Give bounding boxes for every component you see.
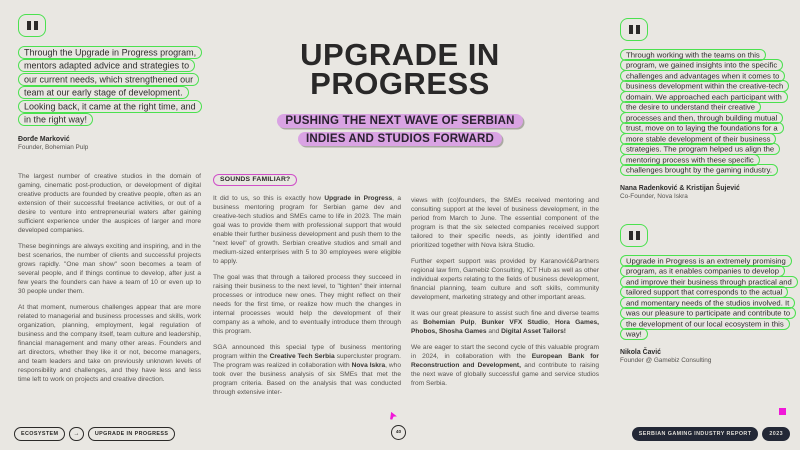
paragraph: It did to us, so this is exactly how Upgrade in Progress, a business mentoring program for Serbian game dev and creative-tech studios and SMEs came to life in 2023. The main goal was to provide them with professional support that would enable their further business development and push them to the "next level" of growth. Serbian creative studios and small and medium-sized enterprises with 5 to 30 employees were eligible to apply. bbox=[213, 194, 401, 265]
paragraph: The goal was that through a tailored process they succeed in raising their business to the next level, to "tighten" their internal processes or introduce new ones. They might reflect on their needs for the first time, or realize how much the changes in internal processes would help the development of their company as a whole, and to eventually introduce them through this program. bbox=[213, 273, 401, 335]
paragraph: SGA announced this special type of business mentoring program within the Creative Tech Serbia supercluster program. The program was realized in collaboration with Nova Iskra, who took over the business analysis of six SMEs that met the program criteria. Based on the analysis that was conducted through extensive inter- bbox=[213, 343, 402, 396]
title-line-1: UPGRADE IN bbox=[300, 37, 500, 72]
quote-block-left bbox=[18, 14, 200, 151]
quote-author: Nikola Čavić bbox=[620, 349, 661, 356]
footer-tag-report: SERBIAN GAMING INDUSTRY REPORT bbox=[632, 427, 759, 441]
quote-icon bbox=[18, 14, 46, 37]
paragraph: These beginnings are always exciting and inspiring, and in the best scenarios, the number of clients and successful projects grows rapidly. "One man show" soon becomes a team of several people, and if things continue to develop, after just a few years the founders can have a team of 10 or even up to 30 people under them. bbox=[18, 243, 201, 295]
quote-text bbox=[18, 46, 200, 127]
footer-breadcrumb bbox=[14, 427, 175, 441]
subtitle-line-2: INDIES AND STUDIOS FORWARD bbox=[298, 132, 502, 146]
body-column-2 bbox=[213, 168, 401, 404]
footer-tag-ecosystem: ECOSYSTEM bbox=[14, 427, 65, 441]
quote-block-right-bottom bbox=[620, 224, 792, 364]
quote-text bbox=[620, 256, 792, 340]
highlighted-quote: Through the Upgrade in Progress program, mentors adapted advice and strategies to our current needs, which strengthened our team at our early stage of development. Looking back, it came at the right time, and in the right way! bbox=[18, 46, 202, 127]
footer-tag-section: UPGRADE IN PROGRESS bbox=[88, 427, 176, 441]
paragraph: It was our great pleasure to assist such fine and diverse teams as Bohemian Pulp, Bunker VFX Studio, Hora Games, Phobos, Shosha Games and Digital Asset Tailors! bbox=[411, 310, 599, 335]
footer-report-tags bbox=[632, 427, 790, 441]
quote-author-role: Founder @ Gamebiz Consulting bbox=[620, 357, 712, 364]
paragraph: At that moment, numerous challenges appear that are more related to managerial and business processes and skills, work organization, planning, employment, legal regulation of business and the company itself, team culture and leadership, financial management and many other areas. Founders and art directors, whether they like it or not, become managers, and team leaders and take on previously unknown levels of responsibility and challenges, and they have less and less time left to work on projects and creative direction. bbox=[18, 304, 201, 383]
title-line-2: PROGRESS bbox=[310, 66, 490, 101]
subtitle-line-1: PUSHING THE NEXT WAVE OF SERBIAN bbox=[277, 114, 522, 128]
quote-author-role: Co-Founder, Nova Iskra bbox=[620, 193, 688, 200]
quote-icon bbox=[620, 18, 648, 41]
quote-text bbox=[620, 50, 792, 176]
sounds-familiar-label: SOUNDS FAMILIAR? bbox=[213, 174, 297, 186]
page-header bbox=[200, 37, 600, 147]
quote-author-role: Founder, Bohemian Pulp bbox=[18, 144, 89, 151]
paragraph: Further expert support was provided by Karanović&Partners regional law firm, Gamebiz Consulting, ICT Hub as well as other individual experts relating to the fields of business development, financial planning, team culture and soft skills, community development, marketing strategy and other important areas. bbox=[411, 258, 599, 301]
paragraph: The largest number of creative studios in the domain of gaming, cinematic post-production, or development of digital creative products are founded by creative people, often as an extension of their successful freelance activities, or out of a desire to venture into entrepreneurial waters after gaining sufficient experience under the auspices of larger and more developed companies. bbox=[18, 173, 201, 234]
right-quote-column bbox=[620, 18, 792, 364]
paragraph: views with (co)founders, the SMEs received mentoring and consulting support at the level of business development, in the period from March to June. The essential component of the program is that the six selected companies received support tailored to their specific needs, as jointly identified and prioritized together with Nova Iskra Studio. bbox=[411, 197, 599, 249]
breadcrumb-arrow-icon: → bbox=[69, 427, 83, 441]
page-number: 40 bbox=[391, 425, 406, 440]
body-column-3 bbox=[411, 196, 599, 395]
quote-author: Nana Radenković & Kristijan Šujević bbox=[620, 185, 740, 192]
magenta-square-decoration bbox=[779, 408, 786, 415]
highlighted-quote: Upgrade in Progress is an extremely promising program, as it enables companies to develop and improve their business through practical and tailored support that corresponds to the actual and momentary needs of the studios involved. It was our pleasure to participate and contribute to the development of our local ecosystem in this way! bbox=[620, 255, 798, 341]
highlighted-quote: Through working with the teams on this program, we gained insights into the specific challenges and advantages when it comes to business development within the creative-tech domain. We approached each participant with the desire to understand their creative processes and then, through building mutual trust, move on to laying the foundations for a more stable development of their business strategies. The program helped us align the mentoring process with these specific challenges brought by the gaming industry. bbox=[620, 49, 789, 177]
footer-tag-year: 2023 bbox=[762, 427, 790, 441]
page-subtitle bbox=[200, 111, 600, 147]
body-column-2-text bbox=[213, 194, 401, 397]
quote-icon bbox=[620, 224, 648, 247]
body-column-1 bbox=[18, 172, 201, 391]
page-title bbox=[200, 37, 600, 101]
cursor-icon bbox=[389, 407, 398, 416]
quote-block-right-top bbox=[620, 18, 792, 200]
quote-author: Đorđe Marković bbox=[18, 136, 70, 143]
paragraph: We are eager to start the second cycle of this valuable program in 2024, in collaboration with the European Bank for Reconstruction and Development, and contribute to raising the next wave of globally successful game and service studios from Serbia. bbox=[411, 344, 599, 387]
